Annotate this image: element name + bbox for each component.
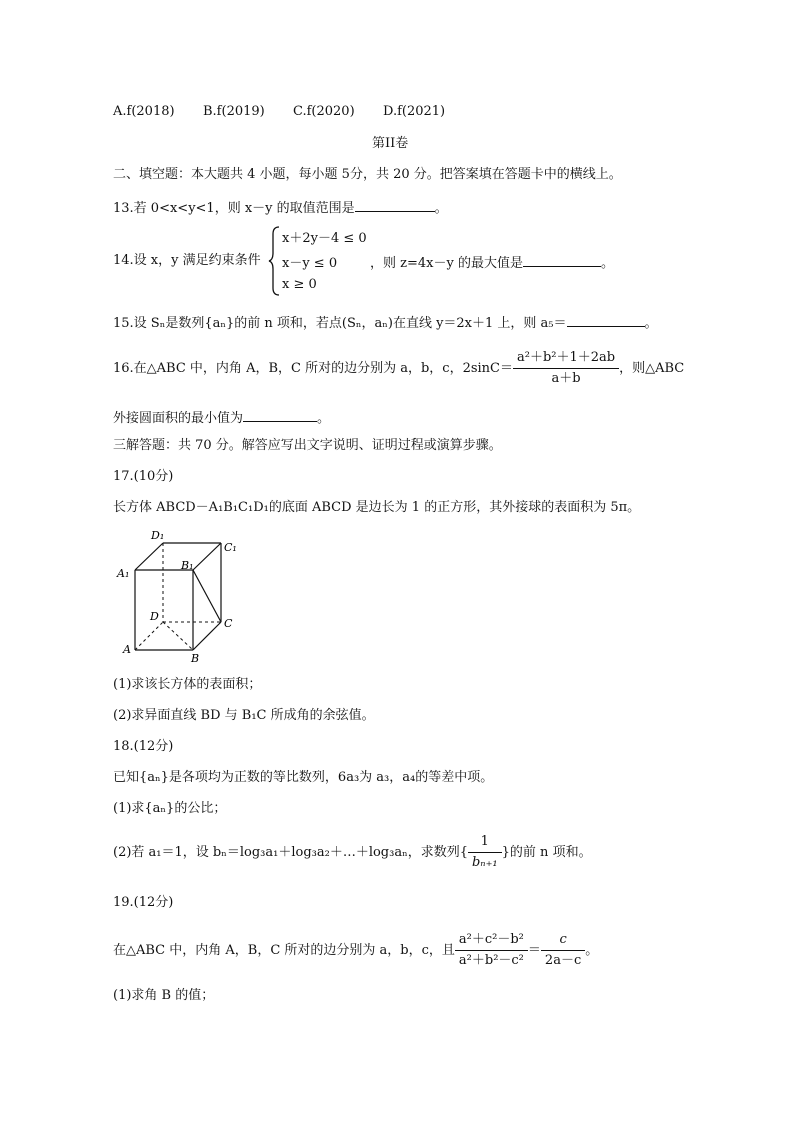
section2-heading: 二、填空题：本大题共 4 小题，每小题 5分，共 20 分。把答案填在答题卡中的横线上。 — [113, 167, 622, 182]
question-18-text: 已知{aₙ}是各项均为正数的等比数列，6a₃为 a₃，a₄的等差中项。 — [113, 770, 494, 785]
fraction-q19-b-denominator: 2a－c — [544, 953, 582, 968]
question-15-text: 15.设 Sₙ是数列{aₙ}的前 n 项和，若点(Sₙ，aₙ)在直线 y＝2x＋1 上，则 a₅＝ — [113, 316, 567, 331]
label-a1: A₁ — [117, 567, 130, 580]
question-16-line2-text: 外接圆面积的最小值为 — [113, 411, 244, 426]
question-15 — [113, 312, 658, 333]
question-18-part1: (1)求{aₙ}的公比； — [113, 801, 227, 816]
option-c: C.f(2020) — [293, 104, 355, 119]
question-16-prefix: 16.在△ABC 中，内角 A，B，C 所对的边分别为 a，b，c，2sinC＝ — [113, 361, 513, 376]
answer-blank-16 — [243, 407, 317, 422]
label-b: B — [191, 652, 200, 665]
section3-heading: 三解答题：共 70 分。解答应写出文字说明、证明过程或演算步骤。 — [113, 438, 502, 453]
label-d: D — [150, 610, 159, 623]
question-13 — [113, 197, 448, 218]
constraint-3: x ≥ 0 — [282, 277, 317, 292]
brace-icon — [268, 225, 282, 297]
question-18-part2 — [113, 834, 592, 871]
volume-title: 第II卷 — [372, 136, 409, 151]
label-a: A — [123, 643, 131, 656]
label-d1: D₁ — [151, 529, 165, 542]
constraint-system — [268, 225, 368, 297]
question-17-label: 17.(10分) — [113, 469, 174, 484]
question-19-text — [113, 932, 598, 969]
question-16-suffix: ，则△ABC — [619, 361, 685, 376]
question-14-prefix: 14.设 x，y 满足约束条件 — [113, 253, 261, 268]
question-18-part2-prefix: (2)若 a₁＝1，设 bₙ＝log₃a₁＋log₃a₂＋…＋log₃aₙ，求数列{ — [113, 845, 468, 860]
constraint-2: x－y ≤ 0 — [282, 256, 338, 271]
question-17-part1: (1)求该长方体的表面积； — [113, 677, 262, 692]
option-a: A.f(2018) — [113, 104, 175, 119]
question-19-eq: ＝ — [527, 943, 541, 958]
label-b1: B₁ — [181, 559, 194, 572]
question-16-line2 — [113, 407, 330, 428]
question-14-suffix: ，则 z=4x－y 的最大值是 — [370, 256, 523, 271]
constraint-1: x＋2y－4 ≤ 0 — [282, 231, 367, 246]
question-19-prefix: 在△ABC 中，内角 A，B，C 所对的边分别为 a，b，c，且 — [113, 943, 455, 958]
question-19-label: 19.(12分) — [113, 895, 174, 910]
fraction-q19-b — [541, 932, 585, 969]
question-19-end: 。 — [585, 943, 599, 958]
fraction-q16-numerator: a²＋b²＋1＋2ab — [513, 350, 619, 369]
fraction-q19-a-denominator: a²＋b²－c² — [458, 953, 524, 968]
label-c: C — [224, 617, 233, 630]
fraction-q16-denominator: a＋b — [551, 371, 581, 386]
question-17-text: 长方体 ABCD－A₁B₁C₁D₁的底面 ABCD 是边长为 1 的正方形，其外接球的表面积为 5π。 — [113, 500, 641, 515]
question-13-end: 。 — [434, 201, 448, 216]
option-d: D.f(2021) — [383, 104, 446, 119]
question-14-tail — [370, 252, 614, 273]
fraction-q19-b-numerator: c — [541, 932, 585, 951]
question-18-part2-suffix: }的前 n 项和。 — [501, 845, 592, 860]
fraction-q16 — [513, 350, 619, 387]
question-13-text: 13.若 0<x<y<1，则 x－y 的取值范围是 — [113, 201, 355, 216]
question-18-label: 18.(12分) — [113, 739, 174, 754]
cuboid-figure — [113, 525, 253, 665]
fraction-q19-a — [455, 932, 528, 969]
question-17-part2: (2)求异面直线 BD 与 B₁C 所成角的余弦值。 — [113, 708, 375, 723]
question-16 — [113, 350, 684, 387]
fraction-q18 — [468, 834, 502, 871]
fraction-q18-numerator: 1 — [468, 834, 502, 853]
question-16-end: 。 — [317, 411, 331, 426]
fraction-q18-denominator: bₙ₊₁ — [471, 855, 498, 870]
answer-blank-15 — [567, 312, 645, 327]
answer-blank-13 — [355, 197, 435, 212]
question-15-end: 。 — [644, 316, 658, 331]
fraction-q19-a-numerator: a²＋c²－b² — [455, 932, 528, 951]
label-c1: C₁ — [224, 541, 237, 554]
option-b: B.f(2019) — [203, 104, 265, 119]
question-14-end: 。 — [600, 256, 614, 271]
question-19-part1: (1)求角 B 的值； — [113, 988, 215, 1003]
answer-blank-14 — [523, 252, 601, 267]
